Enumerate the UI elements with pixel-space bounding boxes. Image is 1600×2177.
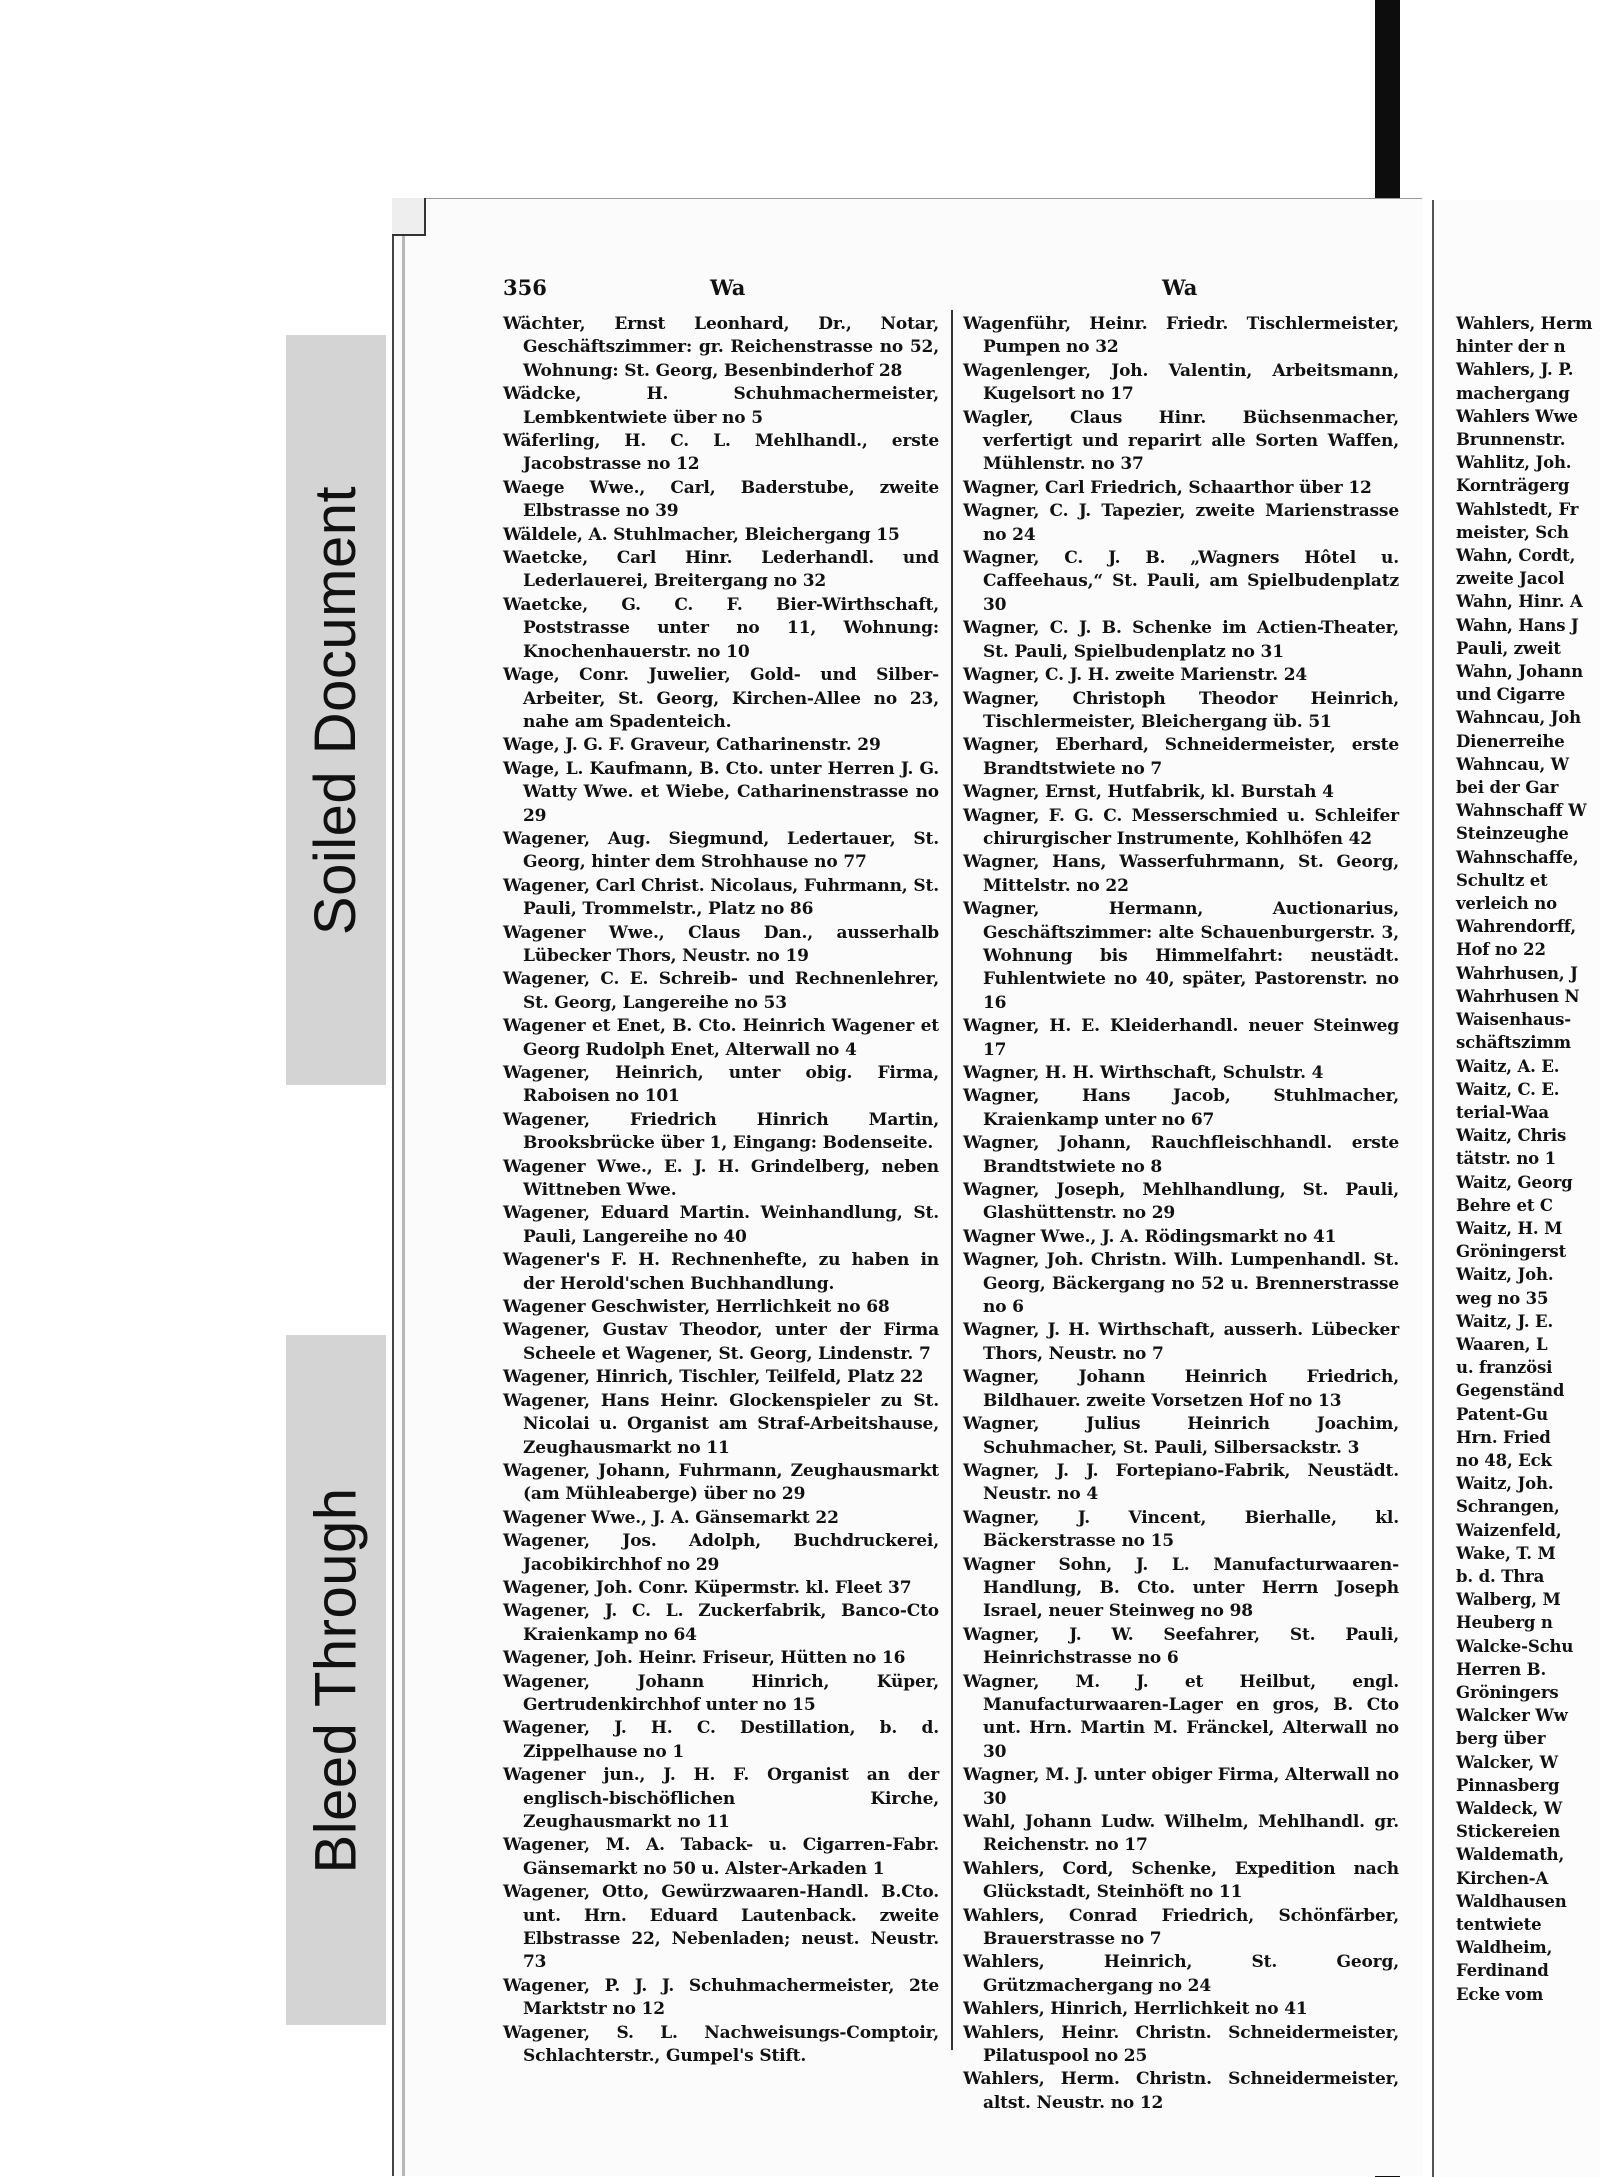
directory-entry: Wagener et Enet, B. Cto. Heinrich Wagener et Georg Rudolph Enet, Alterwall no 4 (503, 1016, 939, 1060)
directory-entry: Wagner Wwe., J. A. Rödingsmarkt no 41 (963, 1226, 1337, 1247)
directory-entry: Schultz et (1456, 870, 1548, 890)
directory-entry: Wagner, M. J. unter obiger Firma, Alterwall no 30 (963, 1765, 1399, 1809)
directory-entry: Wagner, Joseph, Mehlhandlung, St. Pauli, Glashüttenstr. no 29 (963, 1180, 1399, 1224)
directory-entry: Stickereien (1456, 1822, 1561, 1842)
directory-entry: zweite Jacol (1456, 569, 1565, 589)
directory-entry: Wahn, Hans J (1456, 615, 1579, 635)
directory-entry: Walcker Ww (1456, 1706, 1568, 1726)
directory-entry: Wagener, Otto, Gewürzwaaren-Handl. B.Cto. unt. Hrn. Eduard Lautenback. zweite Elbstrasse 22, Nebenladen; neust. Neustr. 73 (503, 1882, 939, 1973)
directory-entry: Dienerreihe (1456, 731, 1565, 751)
directory-entry: Wagner, J. W. Seefahrer, St. Pauli, Heinrichstrasse no 6 (963, 1624, 1399, 1669)
directory-entry: Wahrhusen N (1456, 986, 1580, 1006)
directory-entry: Wagenführ, Heinr. Friedr. Tischlermeister, Pumpen no 32 (963, 314, 1399, 358)
directory-entry: Heuberg n (1456, 1613, 1553, 1633)
bleed-through-label (286, 1335, 386, 2025)
directory-entry: Pinnasberg (1456, 1775, 1560, 1795)
directory-entry: Waldheim, (1456, 1938, 1553, 1958)
directory-entry: machergang (1456, 383, 1570, 403)
directory-entry: Wahnschaff W (1456, 801, 1587, 821)
directory-entry: Wagner, C. J. Tapezier, zweite Marienstrasse no 24 (963, 501, 1399, 545)
directory-entry: bei der Gar (1456, 778, 1559, 798)
directory-entry: Hrn. Fried (1456, 1427, 1551, 1447)
directory-entry: Wahl, Johann Ludw. Wilhelm, Mehlhandl. gr. Reichenstr. no 17 (963, 1812, 1399, 1856)
directory-entry: Wahlers, Heinr. Christn. Schneidermeister, Pilatuspool no 25 (963, 2022, 1399, 2067)
directory-entry: Wagener, J. C. L. Zuckerfabrik, Banco-Cto Kraienkamp no 64 (503, 1601, 939, 1645)
directory-entry: Behre et C (1456, 1195, 1553, 1215)
directory-entry: Wagener Wwe., E. J. H. Grindelberg, neben Wittneben Wwe. (503, 1156, 939, 1201)
directory-entry: Wagener, M. A. Taback- u. Cigarren-Fabr. Gänsemarkt no 50 u. Alster-Arkaden 1 (503, 1835, 939, 1879)
directory-entry: Wahlers, Hinrich, Herrlichkeit no 41 (963, 1999, 1308, 2020)
directory-entry: verleich no (1456, 894, 1557, 914)
directory-entry: Wagener, Johann, Fuhrmann, Zeughausmarkt (am Mühleaberge) über no 29 (503, 1460, 939, 1505)
page-corner-fold (392, 198, 426, 236)
directory-entry: Gröningers (1456, 1682, 1559, 1702)
directory-entry: Wake, T. M (1456, 1543, 1556, 1563)
directory-entry: Wagner, Hermann, Auctionarius, Geschäftszimmer: alte Schauenburgerstr. 3, Wohnung bis Himmelfahrt: neustädt. Fuhlentwiete no 40, später, Pastorenstr. no 16 (963, 899, 1399, 1013)
directory-entry: Wagner, H. E. Kleiderhandl. neuer Steinweg 17 (963, 1016, 1399, 1060)
directory-entry: Wagner, Johann, Rauchfleischhandl. erste Brandtstwiete no 8 (963, 1133, 1399, 1177)
directory-entry: Wagner, Julius Heinrich Joachim, Schuhmacher, St. Pauli, Silbersackstr. 3 (963, 1414, 1399, 1458)
directory-entry: berg über (1456, 1729, 1546, 1749)
directory-entry: Wagener jun., J. H. F. Organist an der englisch-bischöflichen Kirche, Zeughausmarkt no 11 (503, 1765, 939, 1832)
directory-entry: Wahnschaffe, (1456, 847, 1579, 867)
column-divider (951, 310, 953, 2050)
directory-entry: Herren B. (1456, 1659, 1547, 1679)
directory-entry: tätstr. no 1 (1456, 1149, 1556, 1169)
directory-entry: tentwiete (1456, 1915, 1542, 1935)
directory-entry: Wagener, C. E. Schreib- und Rechnenlehrer, St. Georg, Langereihe no 53 (503, 969, 939, 1013)
directory-entry: Waldemath, (1456, 1845, 1565, 1865)
directory-entry: Wahlers Wwe (1456, 406, 1578, 426)
directory-entry: Wagener, Carl Christ. Nicolaus, Fuhrmann, St. Pauli, Trommelstr., Platz no 86 (503, 875, 939, 920)
directory-entry: Waetcke, Carl Hinr. Lederhandl. und Lederlauerei, Breitergang no 32 (503, 548, 939, 592)
directory-entry: meister, Sch (1456, 522, 1569, 542)
directory-entry: Wagner, C. J. B. Schenke im Actien-Theater, St. Pauli, Spielbudenplatz no 31 (963, 618, 1399, 662)
directory-entry: Wäldele, A. Stuhlmacher, Bleichergang 15 (503, 524, 900, 545)
directory-entry: Wage, Conr. Juwelier, Gold- und Silber-Arbeiter, St. Georg, Kirchen-Allee no 23, nahe am Spadenteich. (503, 665, 939, 732)
directory-entry: Waisenhaus- (1456, 1010, 1572, 1030)
directory-entry: Wahn, Cordt, (1456, 546, 1576, 566)
directory-entry: Wagner, F. G. C. Messerschmied u. Schleifer chirurgischer Instrumente, Kohlhöfen 42 (963, 805, 1399, 849)
directory-entry: Waitz, C. E. (1456, 1079, 1560, 1099)
directory-entry: Wädcke, H. Schuhmachermeister, Lembkentwiete über no 5 (503, 384, 939, 428)
directory-entry: Wagener, Johann Hinrich, Küper, Gertrudenkirchhof unter no 15 (503, 1671, 939, 1715)
directory-entry: Wagener's F. H. Rechnenhefte, zu haben in der Herold'schen Buchhandlung. (503, 1250, 939, 1294)
directory-entry: Wagner, C. J. H. zweite Marienstr. 24 (963, 665, 1308, 686)
directory-entry: Waitz, Joh. (1456, 1474, 1554, 1494)
directory-entry: Wagener, Joh. Conr. Küpermstr. kl. Fleet 37 (503, 1577, 912, 1598)
directory-entry: Wagner, J. Vincent, Bierhalle, kl. Bäckerstrasse no 15 (963, 1507, 1399, 1552)
right-column (963, 313, 1399, 2115)
directory-entry: Wage, J. G. F. Graveur, Catharinenstr. 29 (503, 735, 881, 756)
directory-entry: Waldhausen (1456, 1891, 1567, 1911)
directory-entry: Hof no 22 (1456, 940, 1546, 960)
directory-entry: Waaren, L (1456, 1334, 1548, 1354)
directory-entry: Gröningerst (1456, 1242, 1567, 1262)
directory-entry: schäftszimm (1456, 1033, 1571, 1053)
directory-entry: Wahlers, Herm. Christn. Schneidermeister, altst. Neustr. no 12 (963, 2069, 1399, 2113)
directory-entry: Wagener Geschwister, Herrlichkeit no 68 (503, 1297, 890, 1318)
directory-entry: Brunnenstr. (1456, 430, 1566, 450)
directory-entry: Wagner, Eberhard, Schneidermeister, erste Brandtstwiete no 7 (963, 735, 1399, 779)
directory-entry: Waldeck, W (1456, 1799, 1563, 1818)
directory-entry: und Cigarre (1456, 685, 1566, 705)
directory-entry: Wagner, Hans, Wasserfuhrmann, St. Georg, Mittelstr. no 22 (963, 852, 1399, 896)
directory-entry: Waitz, Georg (1456, 1172, 1573, 1192)
directory-entry: b. d. Thra (1456, 1566, 1545, 1586)
bleed-through-text: Bleed Through (303, 1487, 369, 1873)
left-column (503, 313, 939, 2068)
directory-entry: Wahrendorff, (1456, 917, 1576, 937)
directory-entry: Waitz, H. M (1456, 1218, 1563, 1238)
page-number: 356 (503, 275, 547, 300)
facing-page (1432, 200, 1600, 2177)
directory-entry: Walcker, W (1456, 1752, 1559, 1772)
directory-entry: u. französi (1456, 1358, 1553, 1378)
directory-entry: Wagner, J. H. Wirthschaft, ausserh. Lübecker Thors, Neustr. no 7 (963, 1320, 1399, 1364)
directory-entry: Wagner, C. J. B. „Wagners Hôtel u. Caffeehaus,“ St. Pauli, am Spielbudenplatz 30 (963, 548, 1399, 615)
directory-entry: Wage, L. Kaufmann, B. Cto. unter Herren J. G. Watty Wwe. et Wiebe, Catharinenstrasse no 29 (503, 758, 939, 826)
directory-entry: Walberg, M (1456, 1590, 1561, 1610)
directory-entry: Wagner, J. J. Fortepiano-Fabrik, Neustädt. Neustr. no 4 (963, 1460, 1399, 1505)
directory-entry: Wahrhusen, J (1456, 963, 1578, 983)
directory-entry: Wahn, Hinr. A (1456, 592, 1583, 612)
directory-entry: Wagener, Gustav Theodor, unter der Firma Scheele et Wagener, St. Georg, Lindenstr. 7 (503, 1320, 939, 1364)
directory-entry: Kornträgerg (1456, 476, 1570, 496)
directory-entry: no 48, Eck (1456, 1450, 1552, 1470)
directory-entry: Waitz, J. E. (1456, 1311, 1554, 1331)
directory-entry: Wahlitz, Joh. (1456, 453, 1572, 473)
directory-entry: Wagener Wwe., Claus Dan., ausserhalb Lübecker Thors, Neustr. no 19 (503, 922, 939, 966)
directory-entry: Wahlers, Cord, Schenke, Expedition nach Glückstadt, Steinhöft no 11 (963, 1858, 1399, 1903)
directory-entry: Wahncau, W (1456, 754, 1570, 774)
directory-entry: Wagener, S. L. Nachweisungs-Comptoir, Schlachterstr., Gumpel's Stift. (503, 2022, 939, 2067)
directory-entry: Wahlers, J. P. (1456, 360, 1574, 380)
directory-entry: Wagener, J. H. C. Destillation, b. d. Zippelhause no 1 (503, 1718, 939, 1762)
directory-entry: Wäferling, H. C. L. Mehlhandl., erste Jacobstrasse no 12 (503, 431, 939, 475)
directory-entry: Wagner, M. J. et Heilbut, engl. Manufacturwaaren-Lager en gros, B. Cto unt. Hrn. Martin M. Fränckel, Alterwall no 30 (963, 1671, 1399, 1762)
directory-entry: Wagner Sohn, J. L. Manufacturwaaren-Handlung, B. Cto. unter Herrn Joseph Israel, neuer Steinweg no 98 (963, 1554, 1399, 1622)
directory-entry: Wagener, Aug. Siegmund, Ledertauer, St. Georg, hinter dem Strohhause no 77 (503, 828, 939, 873)
directory-entry: Waitz, Chris (1456, 1126, 1567, 1146)
directory-entry: Schrangen, (1456, 1497, 1560, 1517)
directory-entry: Wagner, Hans Jacob, Stuhlmacher, Kraienkamp unter no 67 (963, 1086, 1399, 1130)
directory-entry: Waetcke, G. C. F. Bier-Wirthschaft, Poststrasse unter no 11, Wohnung: Knochenhauerstr. no 10 (503, 594, 939, 662)
directory-entry: Waitz, A. E. (1456, 1056, 1560, 1076)
directory-entry: Wagner, H. H. Wirthschaft, Schulstr. 4 (963, 1063, 1324, 1083)
directory-entry: Wahlers, Conrad Friedrich, Schönfärber, Brauerstrasse no 7 (963, 1905, 1399, 1950)
directory-entry: Wahn, Johann (1456, 662, 1583, 682)
directory-entry: Wagler, Claus Hinr. Büchsenmacher, verfertigt und reparirt alle Sorten Waffen, Mühlenstr. no 37 (963, 407, 1399, 475)
directory-entry: hinter der n (1456, 337, 1566, 357)
directory-entry: Wagener, Joh. Heinr. Friseur, Hütten no 16 (503, 1648, 906, 1669)
directory-entry: Ferdinand (1456, 1961, 1549, 1981)
soiled-document-text: Soiled Document (303, 485, 369, 935)
directory-entry: Wagner, Joh. Christn. Wilh. Lumpenhandl. St. Georg, Bäckergang no 52 u. Brennerstrasse no 6 (963, 1250, 1399, 1318)
directory-entry: Waizenfeld, (1456, 1520, 1562, 1540)
directory-entry: Wagner, Carl Friedrich, Schaarthor über 12 (963, 477, 1372, 498)
directory-entry: Wahlstedt, Fr (1456, 499, 1579, 519)
directory-entry: Wagener, Heinrich, unter obig. Firma, Raboisen no 101 (503, 1063, 939, 1107)
directory-entry: Wagener, Eduard Martin. Weinhandlung, St. Pauli, Langereihe no 40 (503, 1203, 939, 1247)
directory-entry: Wagenlenger, Joh. Valentin, Arbeitsmann, Kugelsort no 17 (963, 360, 1399, 405)
left-column-heading: Wa (710, 275, 746, 300)
directory-entry: Walcke-Schu (1456, 1636, 1574, 1656)
directory-entry: Waege Wwe., Carl, Baderstube, zweite Elbstrasse no 39 (503, 477, 939, 522)
directory-entry: Wagener, Jos. Adolph, Buchdruckerei, Jacobikirchhof no 29 (503, 1531, 939, 1575)
directory-entry: Wahlers, Heinrich, St. Georg, Grützmachergang no 24 (963, 1952, 1399, 1996)
directory-entry: Wagener Wwe., J. A. Gänsemarkt 22 (503, 1507, 839, 1528)
directory-entry: Wahncau, Joh (1456, 708, 1582, 728)
facing-column (1456, 312, 1600, 2006)
directory-entry: Wagener, Friedrich Hinrich Martin, Brooksbrücke über 1, Eingang: Bodenseite. (503, 1109, 939, 1154)
directory-entry: Wagner, Ernst, Hutfabrik, kl. Burstah 4 (963, 782, 1334, 803)
right-column-heading: Wa (1162, 275, 1198, 300)
directory-entry: weg no 35 (1456, 1288, 1549, 1308)
directory-entry: Ecke vom (1456, 1984, 1544, 2004)
soiled-document-label (286, 335, 386, 1085)
directory-entry: Kirchen-A (1456, 1868, 1549, 1888)
directory-entry: Wagner, Johann Heinrich Friedrich, Bildhauer. zweite Vorsetzen Hof no 13 (963, 1367, 1399, 1411)
directory-entry: Patent-Gu (1456, 1404, 1548, 1424)
directory-entry: Waitz, Joh. (1456, 1265, 1554, 1285)
directory-entry: Steinzeughe (1456, 824, 1569, 844)
directory-entry: Wagener, Hans Heinr. Glockenspieler zu St. Nicolai u. Organist am Straf-Arbeitshause, Zeughausmarkt no 11 (503, 1390, 939, 1458)
directory-entry: Wahlers, Herm (1456, 314, 1593, 333)
directory-entry: Pauli, zweit (1456, 638, 1561, 658)
directory-entry: Wächter, Ernst Leonhard, Dr., Notar, Geschäftszimmer: gr. Reichenstrasse no 52, Wohnung: St. Georg, Besenbinderhof 28 (503, 314, 939, 381)
directory-entry: Wagner, Christoph Theodor Heinrich, Tischlermeister, Bleichergang üb. 51 (963, 688, 1399, 732)
directory-entry: Wagener, P. J. J. Schuhmachermeister, 2te Marktstr no 12 (503, 1975, 939, 2020)
directory-entry: Gegenständ (1456, 1381, 1565, 1401)
directory-entry: Wagener, Hinrich, Tischler, Teilfeld, Platz 22 (503, 1367, 924, 1388)
directory-entry: terial-Waa (1456, 1102, 1549, 1122)
